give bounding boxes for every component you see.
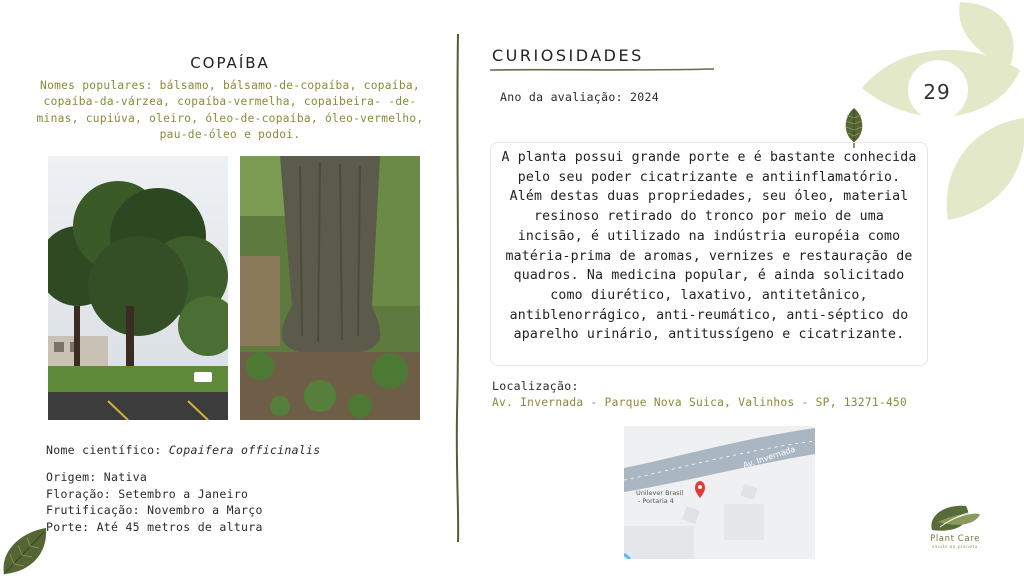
origin: Origem: Nativa	[46, 470, 148, 484]
scientific-name-value: Copaifera officinalis	[168, 443, 321, 457]
logo-tagline: saúde ao planeta	[932, 544, 978, 549]
evaluation-year: Ano da avaliação: 2024	[500, 90, 659, 104]
scientific-name: Nome científico: Copaifera officinalis	[46, 443, 321, 457]
plant-facts	[46, 469, 263, 535]
page-number: 29	[923, 80, 951, 104]
description-text: A planta possui grande porte e é bastante conhecida pelo seu poder cicatrizante e antiinflamatório. Além destas duas propriedades, seu óleo, material resinoso retirado do tronco por meio de uma incisão, é utilizado na indústria européia como matéria-prima de aromas, vernizes e restauração de quadros. Na medicina popular, é ainda solicitado como diurético, laxativo, antitetânico, antiblenorrágico, anti-reumático, anti-séptico do aparelho urinário, antitussígeno e cicatrizante.	[501, 150, 917, 343]
trunk-photo	[240, 156, 420, 420]
title-underline	[490, 66, 714, 74]
flowering: Floração: Setembro a Janeiro	[46, 486, 249, 501]
location-address: Av. Invernada - Parque Nova Suica, Valinhos - SP, 13271-450	[492, 396, 908, 409]
column-divider	[452, 34, 464, 542]
logo-name: Plant Care	[930, 534, 980, 544]
plant-title: COPAÍBA	[190, 54, 270, 72]
location-label: Localização:	[492, 379, 579, 393]
tree-photo	[48, 156, 228, 420]
leaf-icon	[0, 526, 50, 576]
curiosities-title: CURIOSIDADES	[492, 46, 644, 65]
description-box	[490, 142, 928, 366]
location-map[interactable]	[624, 426, 815, 559]
map-place-label: Unilever Brasil	[636, 489, 684, 497]
fruiting: Frutificação: Novembro a Março	[46, 503, 263, 517]
size: Porte: Até 45 metros de altura	[46, 519, 263, 534]
map-place-label-2: - Portaria 4	[638, 497, 674, 505]
map-street-label: Av. Invernada	[741, 444, 797, 470]
popular-names: Nomes populares: bálsamo, bálsamo-de-copaíba, copaíba, copaíba-da-várzea, copaíba-vermelha, copaibeira- -de-minas, cupiúva, oleiro, óleo-de-copaíba, óleo-vermelho, pau-de-óleo e podoi.	[36, 79, 424, 141]
